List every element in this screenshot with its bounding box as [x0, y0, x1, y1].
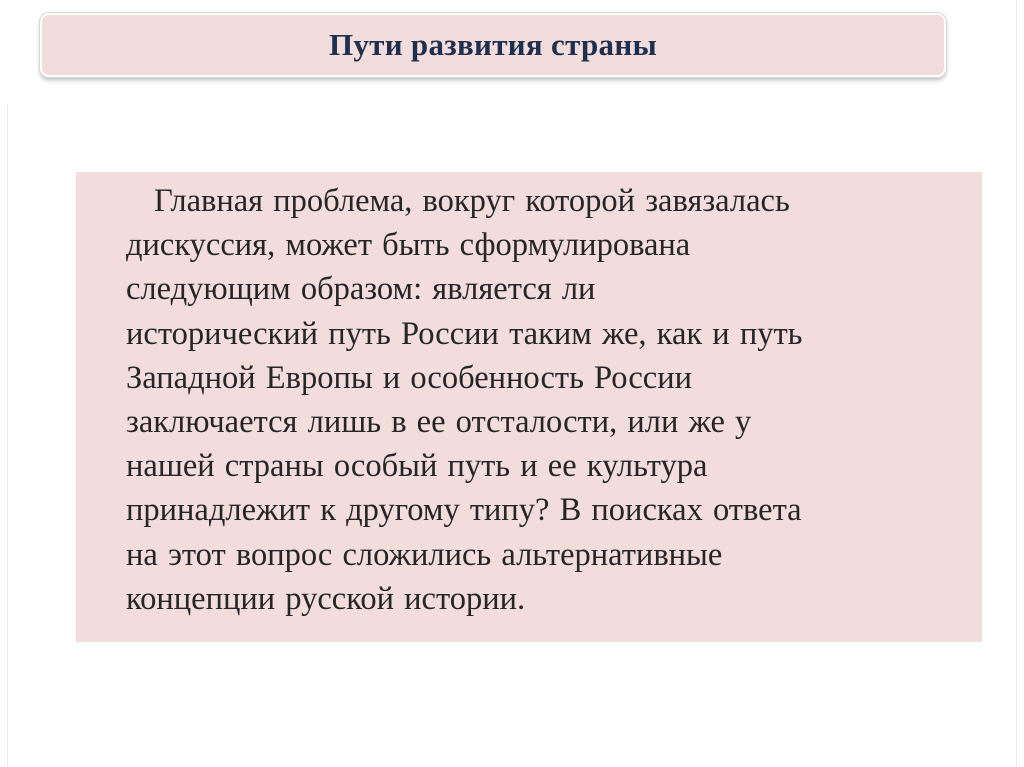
title-box [40, 13, 946, 77]
body-paragraph: Главная проблема, вокруг которой завязалась дискуссия, может быть сформулирована следующим образом: является ли исторический путь России таким же, как и путь Западной Европы и особенность России заключается лишь в ее отсталости, или же у нашей страны особый путь и ее культура принадлежит к другому типу? В поисках ответа на этот вопрос сложились альтернативные концепции русской истории. [126, 183, 803, 617]
slide-title: Пути развития страны [328, 27, 658, 62]
slide-frame-line [7, 104, 8, 767]
content-box [76, 172, 982, 642]
slide-frame-line [1016, 0, 1017, 767]
